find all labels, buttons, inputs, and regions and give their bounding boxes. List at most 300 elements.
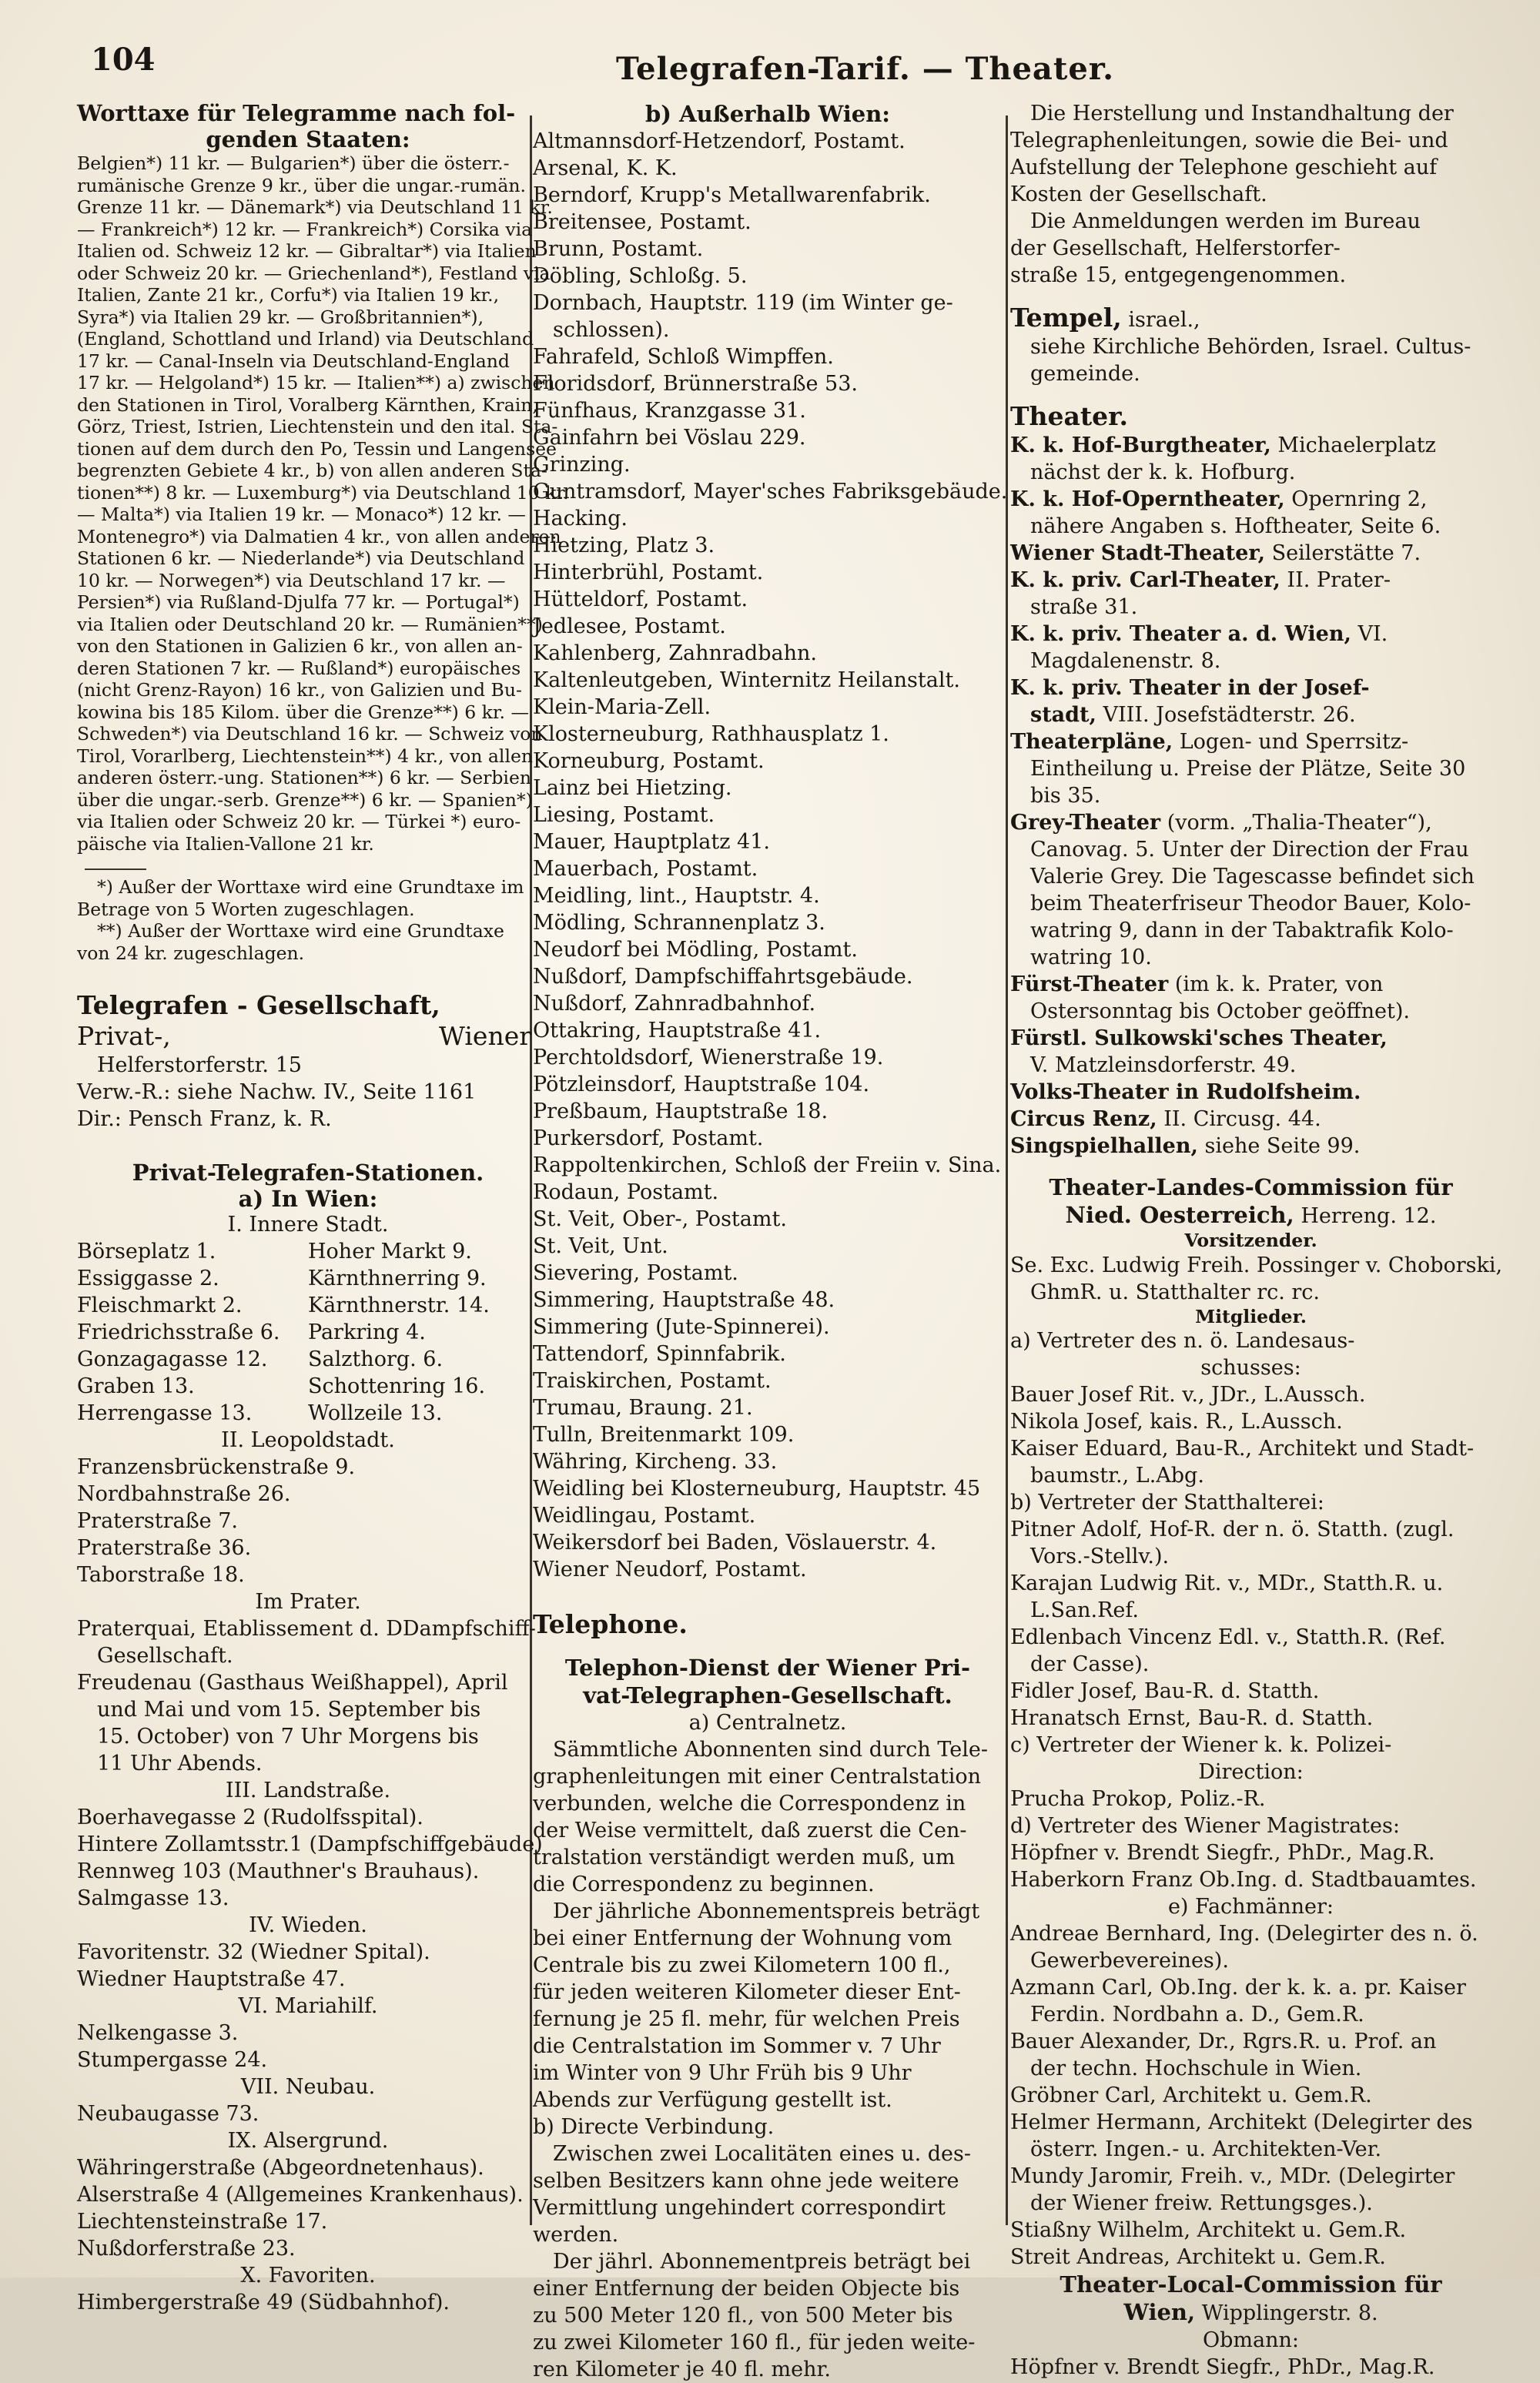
theater-name: K. k. priv. Theater a. d. Wien, [1010,622,1351,646]
list-item: Neudorf bei Mödling, Postamt. [533,938,858,962]
tariff-line: (nicht Grenz-Rayon) 16 kr., von Galizien und Bu- [77,679,522,701]
list-item: Gainfahrn bei Vöslau 229. [533,426,806,450]
list-item: Breitensee, Postamt. [533,210,752,234]
theater-detail: II. Circusg. 44. [1157,1107,1321,1131]
text-line: ren Kilometer je 40 fl. mehr. [533,2358,831,2381]
list-item: Liechtensteinstraße 17. [77,2210,328,2234]
list-item: Pötzleinsdorf, Hauptstraße 104. [533,1073,870,1096]
theater-line [1010,944,1491,971]
text-line: Telegraphenleitungen, sowie die Bei- und [1010,129,1448,152]
dienst-heading: vat-Telegraphen-Gesellschaft. [583,1682,952,1709]
column-middle [533,100,1008,2381]
list-item: Hacking. [533,507,628,530]
tariff-line: genden Staaten: [206,126,410,152]
text-line: im Winter von 9 Uhr Früh bis 9 Uhr [533,2061,912,2085]
theater-detail: straße 31. [1030,595,1138,619]
tariff-line: Italien, Zante 21 kr., Corfu*) via Italien 19 kr., [77,284,500,306]
theater-line [1010,513,1491,540]
list-item: Nußdorferstraße 23. [77,2237,296,2261]
list-item: St. Veit, Unt. [533,1234,668,1258]
local-heading: Theater-Local-Commission für [1060,2271,1442,2298]
dienst-heading: Telephon-Dienst der Wiener Pri- [564,1655,971,1681]
list-item: Praterstraße 7. [77,1509,238,1533]
place-list [533,128,1008,1583]
text-line: Die Herstellung und Instandhaltung der [1030,102,1454,126]
theater-name: Circus Renz, [1010,1107,1157,1131]
text-line: Der jährl. Abonnementpreis beträgt bei [553,2250,971,2274]
list-item: c) Vertreter der Wiener k. k. Polizei- [1010,1733,1392,1757]
list-item: Simmering (Jute-Spinnerei). [533,1315,830,1339]
text-line: straße 15, entgegengenommen. [1010,263,1347,287]
tariff-line: 17 kr. — Canal-Inseln via Deutschland-England [77,350,510,372]
station-address: Schottenring 16. [308,1374,486,1398]
text-line: GhmR. u. Statthalter rc. rc. [1030,1280,1320,1304]
footnote-line: *) Außer der Worttaxe wird eine Grundtaxe im [97,876,524,898]
theater-line [1010,728,1491,755]
tariff-line: den Stationen in Tirol, Voralberg Kärnthen, Krain, [77,393,538,416]
list-item: Praterstraße 36. [77,1536,252,1560]
tariff-line: via Italien oder Deutschland 20 kr. — Rumänien**) [77,613,543,635]
list-item: Fünfhaus, Kranzgasse 31. [533,399,806,423]
list-item: Sievering, Postamt. [533,1261,738,1285]
theater-line [1010,540,1491,567]
district-heading: VI. Mariahilf. [238,1994,378,2018]
list-item: Rappoltenkirchen, Schloß der Freiin v. Sina. [533,1153,1002,1177]
theater-detail: beim Theaterfriseur Theodor Bauer, Kolo- [1030,892,1471,915]
text-line: bei einer Entfernung der Wohnung vom [533,1926,952,1950]
text-line: zu zwei Kilometer 160 fl., für jeden weite- [533,2331,976,2355]
theater-line [1010,755,1491,782]
station-address: Fleischmarkt 2. [77,1294,243,1317]
list-item: Kaltenleutgeben, Winternitz Heilanstalt. [533,668,960,692]
tariff-line: Worttaxe für Telegramme nach fol- [77,100,516,126]
text-line: der Gesellschaft, Helferstorfer- [1010,236,1341,260]
text-line: die Centralstation im Sommer v. 7 Uhr [533,2034,941,2058]
tariff-line: deren Stationen 7 kr. — Rußland*) europäisches [77,657,521,679]
local-heading: Wien, [1123,2299,1196,2325]
tariff-line: — Malta*) via Italien 19 kr. — Monaco*) 12 kr. — [77,504,526,525]
theater-name: Fürstl. Sulkowski'sches Theater, [1010,1026,1388,1050]
tariff-line: über die ungar.-serb. Grenze**) 6 kr. — Spanien*) [77,788,533,811]
ausserhalb-heading: b) Außerhalb Wien: [644,101,891,127]
tariff-line: kowina bis 185 Kilom. über die Grenze**) 6 kr. — [77,701,529,723]
role-heading: Obmann: [1203,2328,1299,2352]
list-item: Gewerbevereines). [1030,1949,1229,1973]
list-item: Praterquai, Etablissement d. DDampfschiff- [77,1617,536,1641]
text-line: Abends zur Verfügung gestellt ist. [533,2088,892,2112]
text-line: werden. [533,2223,619,2247]
theater-detail: Eintheilung u. Preise der Plätze, Seite 30 [1030,757,1466,781]
tariff-line: 17 kr. — Helgoland*) 15 kr. — Italien**) a) zwischen [77,372,555,393]
gesellschaft-heading-rest: Wiener [439,1021,531,1051]
text-line: fernung je 25 fl. mehr, für welchen Preis [533,2007,960,2031]
list-item: Stumpergasse 24. [77,2048,268,2072]
list-item: Kaiser Eduard, Bau-R., Architekt und Stadt- [1010,1437,1475,1461]
spacer [533,1583,1003,1609]
list-item: Meidling, lint., Hauptstr. 4. [533,884,820,908]
tariff-line: 10 kr. — Norwegen*) via Deutschland 17 kr. — [77,569,506,591]
theater-line [1010,1079,1491,1106]
list-item [77,1265,539,1292]
list-item: Trumau, Braung. 21. [533,1396,753,1420]
list-item: Gesellschaft. [97,1644,233,1668]
theater-detail: V. Matzleinsdorferstr. 49. [1030,1053,1297,1077]
theater-detail: nächst der k. k. Hofburg. [1030,460,1296,484]
role-heading: Vorsitzender. [1184,1230,1317,1251]
list-item: Fidler Josef, Bau-R. d. Statth. [1010,1679,1320,1703]
text-line: Se. Exc. Ludwig Freih. Possinger v. Choborski, [1010,1253,1503,1277]
text-line: gemeinde. [1030,362,1140,386]
theater-line [1010,648,1491,674]
spacer [1010,289,1491,303]
theater-detail: Ostersonntag bis October geöffnet). [1030,999,1410,1023]
list-item: Ferdin. Nordbahn a. D., Gem.R. [1030,2003,1364,2027]
district-heading: Im Prater. [255,1590,361,1614]
tariff-line: tionen**) 8 kr. — Luxemburg*) via Deutschland 10 kr. [77,481,569,504]
list-item: Hinterbrühl, Postamt. [533,561,764,584]
telephone-heading: Telephone. [533,1609,688,1639]
text-line: selben Besitzers kann ohne jede weitere [533,2169,959,2193]
theater-name: K. k. Hof-Operntheater, [1010,487,1285,511]
station-address: Salzthorg. 6. [308,1347,444,1371]
text-line: tralstation verständigt werden muß, um [533,1846,956,1869]
text-line: Vermittlung ungehindert correspondirt [533,2196,946,2220]
stationen-heading: Privat-Telegrafen-Stationen. [132,1160,484,1186]
text-line: Höpfner v. Brendt Siegfr., PhDr., Mag.R. [1010,2355,1435,2379]
list-item: Edlenbach Vincenz Edl. v., Statth.R. (Ref. [1010,1625,1446,1649]
list-item: Traiskirchen, Postamt. [533,1369,772,1393]
theater-line [1010,809,1491,836]
theater-detail: II. Prater- [1280,568,1391,592]
list-item: Vors.-Stellv.). [1030,1545,1170,1568]
theater-list [1010,432,1491,1160]
text-line: Zwischen zwei Localitäten eines u. des- [553,2142,971,2166]
role-heading: Mitglieder. [1195,1305,1307,1327]
theater-line [1010,701,1491,728]
tariff-list [77,100,569,855]
list-item: Himbergerstraße 49 (Südbahnhof). [77,2291,450,2314]
list-item: österr. Ingen.- u. Architekten-Ver. [1030,2137,1382,2161]
theater-line [1010,890,1491,917]
subheading: b) Directe Verbindung. [533,2115,775,2139]
theater-line [1010,1133,1491,1160]
district-list [77,1238,539,1427]
station-address: Kärnthnerring 9. [308,1267,487,1290]
list-item: Nußdorf, Dampfschiffahrtsgebäude. [533,965,913,989]
list-item: Mödling, Schrannenplatz 3. [533,911,825,935]
spacer [1010,387,1491,401]
theater-detail: VIII. Josefstädterstr. 26. [1096,703,1356,727]
district-heading: IX. Alsergrund. [227,2129,389,2153]
district-heading: III. Landstraße. [225,1779,391,1802]
list-item: Gröbner Carl, Architekt u. Gem.R. [1010,2083,1372,2107]
list-item: Karajan Ludwig Rit. v., MDr., Statth.R. u. [1010,1571,1444,1595]
list-item: Purkersdorf, Postamt. [533,1126,764,1150]
list-item: und Mai und vom 15. September bis [97,1698,481,1722]
text-line: einer Entfernung der beiden Objecte bis [533,2277,960,2301]
list-item: Klein-Maria-Zell. [533,695,711,719]
list-item: Grinzing. [533,453,631,477]
theater-detail: Valerie Grey. Die Tagescasse befindet sich [1030,865,1475,889]
list-item: 11 Uhr Abends. [97,1752,263,1776]
district-heading: I. Innere Stadt. [227,1213,389,1237]
list-item: Liesing, Postamt. [533,803,715,827]
list-item: Wiener Neudorf, Postamt. [533,1558,807,1581]
station-address: Herrengasse 13. [77,1401,253,1425]
footnote-rule [85,869,146,870]
station-address: Graben 13. [77,1374,195,1398]
list-item: Weidlingau, Postamt. [533,1504,756,1528]
text-line: Centrale bis zu zwei Kilometern 100 fl., [533,1953,951,1977]
theater-line [1010,621,1491,648]
tariff-line: Italien od. Schweiz 12 kr. — Gibraltar*) via Italien [77,240,537,262]
list-item: Nelkengasse 3. [77,2021,239,2045]
station-address: Essiggasse 2. [77,1267,219,1290]
list-item: Favoritenstr. 32 (Wiedner Spital). [77,1940,430,1964]
list-item [77,1238,539,1265]
theater-detail: watring 9, dann in der Tabaktrafik Kolo- [1030,919,1454,942]
theater-name: Fürst-Theater [1010,972,1169,996]
list-item: Klosterneuburg, Rathhausplatz 1. [533,722,889,746]
theater-name: K. k. Hof-Burgtheater, [1010,433,1271,457]
list-item: Mauerbach, Postamt. [533,857,758,881]
column-left [77,100,569,2314]
district-heading: VII. Neubau. [240,2075,376,2099]
list-item: der techn. Hochschule in Wien. [1030,2057,1362,2080]
list-item: Kahlenberg, Zahnradbahn. [533,641,817,665]
list-item: b) Vertreter der Statthalterei: [1010,1491,1324,1514]
list-item: der Wiener freiw. Rettungsges.). [1030,2191,1373,2215]
text-line: graphenleitungen mit einer Centralstation [533,1765,982,1789]
list-item: Direction: [1198,1760,1304,1784]
theater-name: Theaterpläne, [1010,730,1173,754]
text-line: zu 500 Meter 120 fl., von 500 Meter bis [533,2304,953,2328]
theater-detail: Magdalenenstr. 8. [1030,649,1221,673]
list-item: Haberkorn Franz Ob.Ing. d. Stadtbauamtes. [1010,1868,1477,1892]
column-right [1010,100,1503,2379]
list-item: Hranatsch Ernst, Bau-R. d. Statth. [1010,1706,1374,1730]
station-address: Wollzeile 13. [308,1401,443,1425]
list-item: Guntramsdorf, Mayer'sches Fabriksgebäude. [533,480,1008,504]
theater-name: K. k. priv. Theater in der Josef- [1010,676,1370,700]
theater-line [1010,1025,1491,1052]
landes-heading: Theater-Landes-Commission für [1049,1174,1453,1200]
list-item: Nußdorf, Zahnradbahnhof. [533,992,816,1016]
list-item: d) Vertreter des Wiener Magistrates: [1010,1814,1400,1838]
theater-detail: (im k. k. Prater, von [1168,972,1384,996]
theater-name: Singspielhallen, [1010,1134,1198,1158]
text-line: verbunden, welche die Correspondenz in [533,1792,966,1816]
tariff-line: Belgien*) 11 kr. — Bulgarien*) über die österr.- [77,152,510,174]
theater-line [1010,836,1491,863]
list-item: baumstr., L.Abg. [1030,1464,1204,1488]
list-item: Weikersdorf bei Baden, Vöslauerstr. 4. [533,1531,937,1555]
theater-line [1010,782,1491,809]
list-item: Dornbach, Hauptstr. 119 (im Winter ge- [533,291,953,315]
list-item: Tulln, Breitenmarkt 109. [533,1423,795,1447]
list-item: Perchtoldsdorf, Wienerstraße 19. [533,1046,884,1069]
tariff-line: Görz, Triest, Istrien, Liechtenstein und den ital. Sta- [77,416,558,437]
column-rule [1006,115,1008,2225]
list-item [77,1373,539,1400]
tempel-heading: Tempel, [1010,303,1122,333]
text-line: für jeden weiteren Kilometer dieser Ent- [533,1980,961,2004]
list-item: St. Veit, Ober-, Postamt. [533,1207,787,1231]
tariff-line: — Frankreich*) 12 kr. — Frankreich*) Corsika via [77,218,533,240]
footnote-line: **) Außer der Worttaxe wird eine Grundtaxe [97,920,504,942]
subheading: a) Centralnetz. [688,1711,847,1735]
spacer [77,964,539,990]
landes-heading-line [1010,1201,1491,1230]
theater-detail: (vorm. „Thalia-Theater“), [1160,811,1432,835]
theater-line [1010,1052,1491,1079]
tariff-line: Schweden*) via Deutschland 16 kr. — Schweiz von [77,723,543,745]
theater-line [1010,917,1491,944]
tariff-line: päische via Italien-Vallone 21 kr. [77,832,374,855]
page-header [0,0,1540,100]
station-address: Kärnthnerstr. 14. [308,1294,490,1317]
theater-line [1010,998,1491,1025]
theater-line [1010,863,1491,890]
gesellschaft-line: Verw.-R.: siehe Nachw. IV., Seite 1161 [77,1080,477,1104]
list-item: Preßbaum, Hauptstraße 18. [533,1099,829,1123]
theater-line [1010,594,1491,621]
station-address: Gonzagagasse 12. [77,1347,268,1371]
list-item: Bauer Alexander, Dr., Rgrs.R. u. Prof. an [1010,2030,1437,2053]
theater-detail: bis 35. [1030,784,1101,808]
spacer [533,1640,1003,1654]
footnote-line: Betrage von 5 Worten zugeschlagen. [77,898,415,920]
list-item: Tattendorf, Spinnfabrik. [533,1342,786,1366]
list-item: schusses: [1200,1356,1301,1380]
tariff-line: Syra*) via Italien 29 kr. — Großbritannien*), [77,306,484,328]
list-item: Pitner Adolf, Hof-R. der n. ö. Statth. (zugl. [1010,1518,1455,1541]
tariff-line: (England, Schottland und Irland) via Deutschland [77,328,534,350]
spacer [1010,1160,1491,1173]
theater-line [1010,971,1491,998]
theater-name: Volks-Theater in Rudolfsheim. [1010,1080,1361,1104]
list-item: Höpfner v. Brendt Siegfr., PhDr., Mag.R. [1010,1841,1435,1865]
list-item: L.San.Ref. [1030,1598,1139,1622]
district-heading: IV. Wieden. [249,1913,367,1937]
tariff-line: von den Stationen in Galizien 6 kr., von allen an- [77,635,523,657]
list-item: Wiedner Hauptstraße 47. [77,1967,346,1991]
footnote-line: von 24 kr. zugeschlagen. [77,942,305,964]
list-item: Floridsdorf, Brünnerstraße 53. [533,372,858,396]
landes-heading: Nied. Oesterreich, [1065,1202,1294,1228]
list-item: e) Fachmänner: [1167,1895,1334,1919]
list-item: Simmering, Hauptstraße 48. [533,1288,835,1312]
list-item [77,1319,539,1346]
list-item: Neubaugasse 73. [77,2102,259,2126]
list-item: Brunn, Postamt. [533,237,704,261]
list-item: Altmannsdorf-Hetzendorf, Postamt. [533,129,906,153]
list-item: Weidling bei Klosterneuburg, Hauptstr. 45 [533,1477,981,1501]
gesellschaft-line: Helferstorferstr. 15 [97,1053,302,1077]
district-heading: X. Favoriten. [240,2264,376,2288]
station-address: Börseplatz 1. [77,1240,216,1263]
running-title: Telegrafen-Tarif. — Theater. [616,51,1115,87]
list-item: Ottakring, Hauptstraße 41. [533,1019,822,1043]
theater-detail: Michaelerplatz [1270,433,1436,457]
station-address: Parkring 4. [308,1320,426,1344]
gesellschaft-line: Dir.: Pensch Franz, k. R. [77,1107,332,1131]
theater-line [1010,432,1491,459]
list-item: Stiaßny Wilhelm, Architekt u. Gem.R. [1010,2218,1407,2242]
footnotes [77,876,539,964]
gesellschaft-line: Privat-, [77,1021,171,1051]
list-item: Andreae Bernhard, Ing. (Delegirter des n. ö. [1010,1922,1478,1946]
gesellschaft-heading: Telegrafen - Gesellschaft, [77,990,440,1020]
list-item: Lainz bei Hietzing. [533,776,732,800]
text-line: Der jährliche Abonnementspreis beträgt [553,1899,980,1923]
tariff-line: Montenegro*) via Dalmatien 4 kr., von allen anderen [77,525,561,547]
list-item: 15. October) von 7 Uhr Morgens bis [97,1725,479,1749]
list-item: Arsenal, K. K. [533,156,678,180]
theater-detail: Opernring 2, [1284,487,1428,511]
list-item: Streit Andreas, Architekt u. Gem.R. [1010,2245,1386,2269]
theater-name: stadt, [1030,703,1096,727]
list-item [77,1292,539,1319]
spacer [77,1133,539,1159]
text-line: Sämmtliche Abonnenten sind durch Tele- [553,1738,989,1762]
list-item: Berndorf, Krupp's Metallwarenfabrik. [533,183,931,207]
theater-line [1010,459,1491,486]
list-item: Hütteldorf, Postamt. [533,587,748,611]
text-line: Aufstellung der Telephone geschieht auf [1010,156,1438,179]
local-address: Wipplingerstr. 8. [1195,2301,1378,2325]
list-item: Salmgasse 13. [77,1886,229,1910]
list-item: Mundy Jaromir, Freih. v., MDr. (Delegirter [1010,2164,1455,2188]
theater-detail: Logen- und Sperrsitz- [1173,730,1409,754]
list-item: Hietzing, Platz 3. [533,534,715,557]
list-item: Jedlesee, Postamt. [533,614,726,638]
list-item: Taborstraße 18. [77,1563,245,1587]
list-item: Währingerstraße (Abgeordnetenhaus). [77,2156,484,2180]
tariff-line: rumänische Grenze 9 kr., über die ungar.-rumän. [77,174,526,196]
list-item: Azmann Carl, Ob.Ing. der k. k. a. pr. Kaiser [1010,1976,1466,2000]
list-item: schlossen). [553,318,670,342]
theater-detail: VI. [1351,622,1388,646]
theater-detail: Canovag. 5. Unter der Direction der Frau [1030,838,1469,862]
list-item: a) Vertreter des n. ö. Landesaus- [1010,1329,1355,1353]
text-line: der Weise vermittelt, daß zuerst die Cen- [533,1819,967,1842]
theater-heading: Theater. [1010,401,1129,431]
theater-line [1010,567,1491,594]
district-heading: II. Leopoldstadt. [221,1428,395,1452]
page-number: 104 [91,42,156,78]
list-item: Nordbahnstraße 26. [77,1482,291,1506]
tempel-entry [1010,303,1491,333]
list-item: Währing, Kircheng. 33. [533,1450,778,1474]
list-item: Prucha Prokop, Poliz.-R. [1010,1787,1266,1811]
list-item: Bauer Josef Rit. v., JDr., L.Aussch. [1010,1383,1366,1407]
list-item: Nikola Josef, kais. R., L.Aussch. [1010,1410,1343,1434]
local-heading-line [1010,2298,1491,2327]
station-address: Hoher Markt 9. [308,1240,472,1263]
tempel-heading-rest: israel., [1121,308,1200,332]
theater-detail: siehe Seite 99. [1197,1134,1361,1158]
theater-line [1010,674,1491,701]
text-line: Die Anmeldungen werden im Bureau [1030,209,1421,233]
member-list [1010,1327,1491,2271]
list-item [77,1346,539,1373]
tariff-line: Stationen 6 kr. — Niederlande*) via Deutschland [77,547,525,569]
tariff-line: begrenzten Gebiete 4 kr., b) von allen anderen Sta- [77,460,547,481]
text-line: die Correspondenz zu beginnen. [533,1873,875,1896]
tariff-line: anderen österr.-ung. Stationen**) 6 kr. — Serbien [77,767,531,788]
tariff-line: oder Schweiz 20 kr. — Griechenland*), Festland via [77,262,551,284]
